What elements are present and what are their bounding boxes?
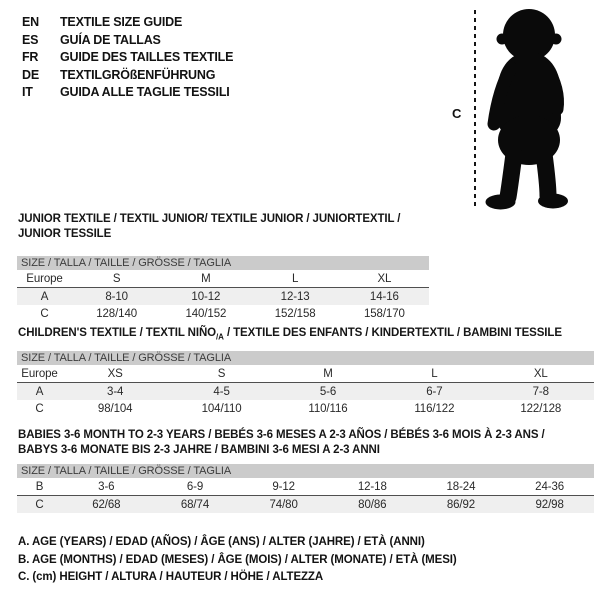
language-title-list <box>22 14 233 102</box>
lang-row-es <box>22 32 233 50</box>
size-band-row <box>17 256 429 270</box>
footnote-legend <box>18 534 457 587</box>
footnote-c: C. (cm) HEIGHT / ALTURA / HAUTEUR / HÖHE / ALTEZZA <box>18 571 324 583</box>
cell: 14-16 <box>340 288 429 306</box>
cell: L <box>381 365 487 383</box>
children-title-sub: /A <box>216 332 224 342</box>
row-label: A <box>17 383 62 401</box>
babies-textile-section <box>17 428 594 513</box>
table-row <box>17 305 429 322</box>
cell: 62/68 <box>62 496 151 514</box>
children-textile-section <box>17 326 594 417</box>
cell: M <box>275 365 381 383</box>
cell: 3-6 <box>62 478 151 496</box>
footnote-b: B. AGE (MONTHS) / EDAD (MESES) / ÂGE (MOIS) / ALTER (MONATE) / ETÀ (MESI) <box>18 553 457 566</box>
cell: 86/92 <box>417 496 506 514</box>
cell: 110/116 <box>308 402 348 415</box>
cell: 6-9 <box>151 478 240 496</box>
cell: XL <box>340 270 429 288</box>
size-band-row <box>17 464 594 478</box>
cell: 68/74 <box>151 496 240 514</box>
lang-row-de <box>22 67 233 85</box>
lang-code: EN <box>22 15 39 29</box>
lang-row-en <box>22 14 233 32</box>
junior-textile-section <box>17 212 429 322</box>
lang-code: IT <box>22 85 33 99</box>
cell: 3-4 <box>62 383 168 401</box>
size-band-label: SIZE / TALLA / TAILLE / GRÖSSE / TAGLIA <box>17 256 429 270</box>
lang-title: GUIDE DES TAILLES TEXTILE <box>60 50 234 64</box>
babies-size-table <box>17 464 594 513</box>
cell: 8-10 <box>72 288 161 306</box>
lang-title: TEXTILE SIZE GUIDE <box>60 15 183 29</box>
junior-size-table <box>17 256 429 322</box>
cell: M <box>161 270 250 288</box>
table-row <box>17 478 594 496</box>
footnote-a: A. AGE (YEARS) / EDAD (AÑOS) / ÂGE (ANS) / ALTER (JAHRE) / ETÀ (ANNI) <box>18 536 425 548</box>
table-row <box>17 288 429 306</box>
junior-table-title: JUNIOR TEXTILE / TEXTIL JUNIOR/ TEXTILE JUNIOR / JUNIORTEXTIL / JUNIOR TESSILE <box>18 213 401 240</box>
table-row <box>17 400 594 417</box>
children-title-post: / TEXTILE DES ENFANTS / KINDERTEXTIL / BAMBINI TESSILE <box>223 327 562 339</box>
table-row <box>17 270 429 288</box>
cell: 104/110 <box>201 402 242 415</box>
row-label: Europe <box>17 365 62 383</box>
children-table-title <box>18 326 594 344</box>
lang-row-fr <box>22 49 233 67</box>
height-measure-line <box>474 10 476 207</box>
cell: XS <box>62 365 168 383</box>
cell: 24-36 <box>505 478 594 496</box>
baby-silhouette-icon <box>481 8 577 213</box>
cell: 6-7 <box>381 383 487 401</box>
cell: XL <box>488 365 594 383</box>
table-row <box>17 365 594 383</box>
cell: 152/158 <box>274 307 316 320</box>
cell: 92/98 <box>505 496 594 514</box>
lang-title: TEXTILGRÖßENFÜHRUNG <box>60 67 216 82</box>
row-label: C <box>35 402 44 415</box>
cell: 9-12 <box>239 478 328 496</box>
row-label: B <box>17 478 62 496</box>
cell: 128/140 <box>96 307 138 320</box>
cell: S <box>168 365 274 383</box>
cell: 7-8 <box>488 383 594 401</box>
cell: 18-24 <box>417 478 506 496</box>
cell: 116/122 <box>414 402 455 415</box>
cell: 10-12 <box>161 288 250 306</box>
measure-label-c: C <box>452 106 462 121</box>
lang-title: GUIDA ALLE TAGLIE TESSILI <box>60 85 230 99</box>
children-title-pre: CHILDREN'S TEXTILE / TEXTIL NIÑO <box>18 327 217 339</box>
row-label: C <box>17 496 62 514</box>
cell: 74/80 <box>239 496 328 514</box>
cell: 122/128 <box>520 402 562 415</box>
cell: L <box>251 270 340 288</box>
cell: 12-18 <box>328 478 417 496</box>
cell: 140/152 <box>185 307 227 320</box>
babies-table-title-line2: BABYS 3-6 MONATE BIS 2-3 JAHRE / BAMBINI 3-6 MESI A 2-3 ANNI <box>18 444 380 456</box>
row-label: C <box>40 307 49 320</box>
size-band-label: SIZE / TALLA / TAILLE / GRÖSSE / TAGLIA <box>17 351 594 365</box>
lang-code: DE <box>22 67 39 82</box>
table-row <box>17 383 594 401</box>
cell: S <box>72 270 161 288</box>
cell: 5-6 <box>275 383 381 401</box>
children-size-table <box>17 351 594 417</box>
babies-table-title-line1: BABIES 3-6 MONTH TO 2-3 YEARS / BEBÉS 3-6 MESES A 2-3 AÑOS / BÉBÉS 3-6 MOIS À 2-3 ANS / <box>18 429 545 441</box>
lang-code: ES <box>22 32 39 47</box>
row-label: A <box>17 288 72 306</box>
cell: 98/104 <box>97 402 133 415</box>
size-band-label: SIZE / TALLA / TAILLE / GRÖSSE / TAGLIA <box>17 464 594 478</box>
lang-code: FR <box>22 50 39 64</box>
cell: 12-13 <box>251 288 340 306</box>
lang-row-it <box>22 84 233 102</box>
cell: 4-5 <box>168 383 274 401</box>
lang-title: GUÍA DE TALLAS <box>60 32 161 47</box>
size-band-row <box>17 351 594 365</box>
cell: 158/170 <box>363 307 405 320</box>
table-row <box>17 496 594 514</box>
cell: 80/86 <box>328 496 417 514</box>
row-label: Europe <box>17 270 72 288</box>
